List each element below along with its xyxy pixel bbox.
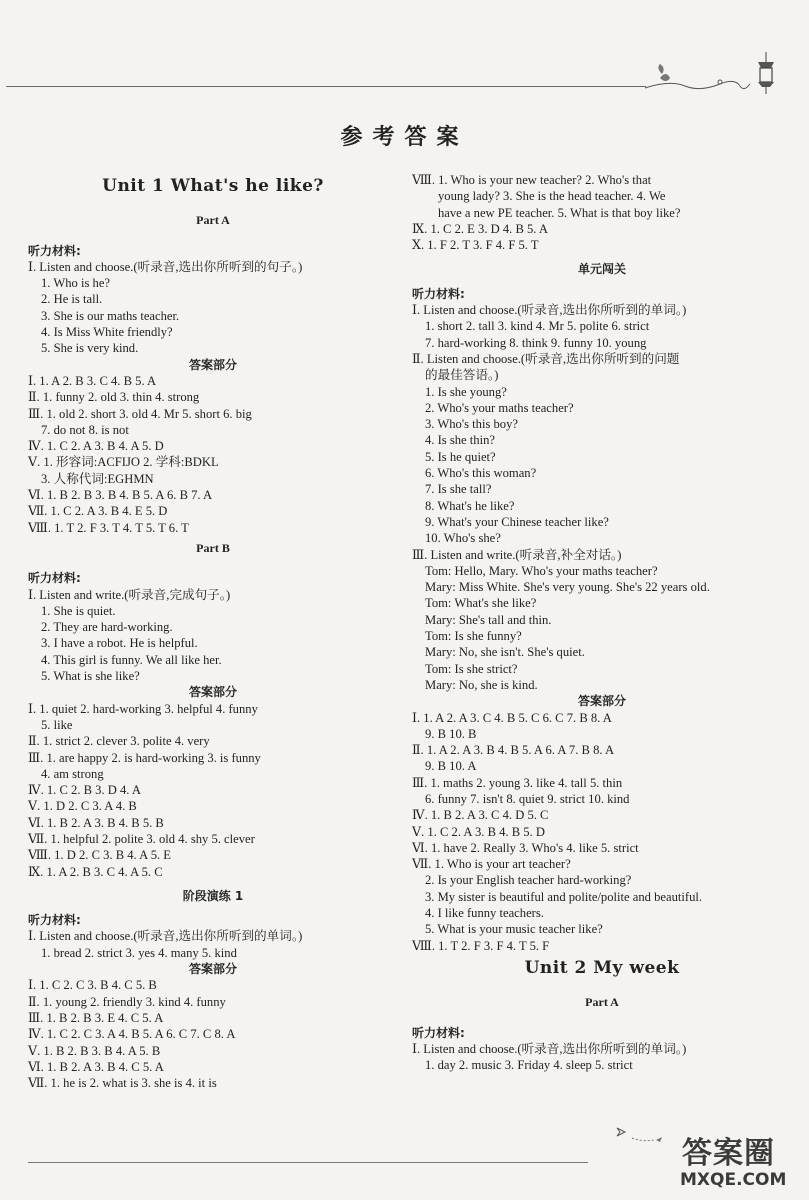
answer-line: Ⅴ. 1. 形容词:ACFIJO 2. 学科:BDKL [28, 455, 219, 470]
answer-line: 2. He is tall. [41, 292, 103, 307]
answer-line: 10. Who's she? [425, 531, 501, 546]
answer-line: 3. I have a robot. He is helpful. [41, 636, 198, 651]
section-label: 听力材料: [28, 243, 81, 258]
answer-line: 1. short 2. tall 3. kind 4. Mr 5. polite 6. strict [425, 319, 650, 334]
answer-line: Ⅰ. Listen and write.(听录音,完成句子。) [28, 587, 231, 602]
answer-line: Ⅳ. 1. C 2. A 3. B 4. A 5. D [28, 439, 164, 454]
answer-line: 4. I like funny teachers. [425, 906, 544, 921]
answer-line: Ⅱ. 1. funny 2. old 3. thin 4. strong [28, 390, 200, 405]
answer-line: 9. What's your Chinese teacher like? [425, 514, 609, 529]
answer-line: Ⅱ. 1. strict 2. clever 3. polite 4. very [28, 734, 210, 749]
answer-line: 7. do not 8. is not [41, 422, 129, 437]
footer-rule [28, 1162, 588, 1163]
answer-line: 4. This girl is funny. We all like her. [41, 652, 222, 667]
answer-line: Tom: Hello, Mary. Who's your maths teacher? [425, 563, 658, 578]
answer-line: Mary: Miss White. She's very young. She's 22 years old. [425, 580, 710, 595]
header-rule [6, 86, 646, 87]
answer-line: Ⅷ. 1. T 2. F 3. T 4. T 5. T 6. T [28, 520, 189, 535]
answer-line: Ⅴ. 1. C 2. A 3. B 4. B 5. D [412, 824, 545, 839]
section-label: 听力材料: [412, 1025, 465, 1040]
answer-line: have a new PE teacher. 5. What is that boy like? [438, 205, 681, 220]
answer-line: 7. hard-working 8. think 9. funny 10. young [425, 335, 647, 350]
answer-line: Ⅶ. 1. C 2. A 3. B 4. E 5. D [28, 504, 168, 519]
answer-line: Ⅷ. 1. T 2. F 3. F 4. T 5. F [412, 938, 550, 953]
subsection-heading: 阶段演练 1 [182, 888, 244, 903]
answer-line: Ⅵ. 1. B 2. A 3. B 4. C 5. A [28, 1059, 164, 1074]
answer-line: 1. day 2. music 3. Friday 4. sleep 5. strict [425, 1058, 633, 1073]
subsection-heading: 答案部分 [577, 694, 626, 709]
answer-line: Ⅲ. 1. maths 2. young 3. like 4. tall 5. thin [412, 775, 623, 790]
answer-line: Tom: Is she strict? [425, 661, 518, 676]
answer-line: 5. She is very kind. [41, 341, 139, 356]
answer-line: Ⅴ. 1. D 2. C 3. A 4. B [28, 799, 137, 814]
answer-line: Ⅸ. 1. C 2. E 3. D 4. B 5. A [412, 221, 548, 236]
answer-line: Ⅳ. 1. C 2. C 3. A 4. B 5. A 6. C 7. C 8. A [28, 1027, 236, 1042]
answer-line: Tom: Is she funny? [425, 629, 522, 644]
answer-line: Ⅰ. 1. A 2. B 3. C 4. B 5. A [28, 373, 157, 388]
answer-line: Ⅸ. 1. A 2. B 3. C 4. A 5. C [28, 864, 163, 879]
answer-line: Ⅵ. 1. have 2. Really 3. Who's 4. like 5. strict [412, 840, 639, 855]
answer-line: Ⅰ. 1. A 2. A 3. C 4. B 5. C 6. C 7. B 8. A [412, 710, 612, 725]
answer-line: Ⅰ. Listen and choose.(听录音,选出你所听到的单词。) [412, 1041, 687, 1056]
answer-line: 1. She is quiet. [41, 603, 116, 618]
answer-line: Ⅶ. 1. Who is your art teacher? [412, 857, 571, 872]
answer-line: 2. They are hard-working. [41, 620, 173, 635]
answer-line: 1. bread 2. strict 3. yes 4. many 5. kind [41, 945, 237, 960]
answer-line: Ⅰ. 1. C 2. C 3. B 4. C 5. B [28, 978, 157, 993]
answer-line: 5. Is he quiet? [425, 449, 496, 464]
answer-line: 8. What's he like? [425, 498, 515, 513]
answer-line: Ⅵ. 1. B 2. B 3. B 4. B 5. A 6. B 7. A [28, 488, 213, 503]
answer-line: 6. Who's this woman? [425, 466, 537, 481]
answer-line: Ⅳ. 1. B 2. A 3. C 4. D 5. C [412, 808, 549, 823]
answer-line: Ⅹ. 1. F 2. T 3. F 4. F 5. T [412, 238, 539, 253]
section-label: 听力材料: [412, 286, 465, 301]
part-heading: Part A [196, 213, 230, 228]
answer-line: 1. Who is he? [41, 276, 111, 291]
answer-line: 4. Is she thin? [425, 433, 495, 448]
section-label: 听力材料: [28, 913, 81, 928]
answer-line: Ⅱ. Listen and choose.(听录音,选出你所听到的问题 [412, 351, 680, 366]
answer-line: Tom: What's she like? [425, 596, 537, 611]
answer-line: 2. Who's your maths teacher? [425, 400, 574, 415]
lantern-ornament-icon [640, 48, 790, 98]
unit-heading: Unit 2 My week [524, 957, 680, 978]
section-label: 听力材料: [28, 571, 81, 586]
answer-line: Ⅰ. Listen and choose.(听录音,选出你所听到的单词。) [28, 929, 303, 944]
answer-line: 2. Is your English teacher hard-working? [425, 873, 632, 888]
subsection-heading: 答案部分 [188, 962, 237, 977]
answer-line: Mary: No, she is kind. [425, 677, 538, 692]
unit-heading: Unit 1 What's he like? [102, 176, 324, 196]
bird-ornament-icon [612, 1120, 672, 1150]
part-heading: Part A [585, 995, 619, 1010]
site-watermark [672, 1128, 804, 1194]
left-column [28, 172, 398, 1091]
subsection-heading: 答案部分 [188, 357, 237, 372]
answer-line: 1. Is she young? [425, 384, 507, 399]
subsection-heading: 单元闯关 [577, 262, 626, 277]
answer-line: Mary: She's tall and thin. [425, 612, 552, 627]
answer-line: Ⅲ. 1. B 2. B 3. E 4. C 5. A [28, 1010, 164, 1025]
answer-line: Ⅷ. 1. Who is your new teacher? 2. Who's that [412, 173, 652, 187]
right-column [412, 172, 792, 1073]
answer-line: 5. What is your music teacher like? [425, 922, 603, 937]
answer-line: Ⅲ. 1. old 2. short 3. old 4. Mr 5. short 6. big [28, 406, 252, 421]
answer-line: 的最佳答语。) [425, 368, 499, 383]
answer-line: 9. B 10. B [425, 726, 477, 741]
answer-line: Ⅱ. 1. young 2. friendly 3. kind 4. funny [28, 994, 226, 1009]
page-title: 参考答案 [340, 124, 469, 150]
answer-line: 6. funny 7. isn't 8. quiet 9. strict 10. kind [425, 791, 630, 806]
answer-line: Ⅶ. 1. helpful 2. polite 3. old 4. shy 5. clever [28, 831, 255, 846]
answer-line: Ⅵ. 1. B 2. A 3. B 4. B 5. B [28, 815, 164, 830]
answer-line: 3. Who's this boy? [425, 417, 518, 432]
answer-line: 7. Is she tall? [425, 482, 492, 497]
answer-line: 9. B 10. A [425, 759, 477, 774]
answer-line: Ⅷ. 1. D 2. C 3. B 4. A 5. E [28, 848, 171, 863]
answer-line: Ⅰ. Listen and choose.(听录音,选出你所听到的单词。) [412, 303, 687, 318]
answer-line: Ⅰ. 1. quiet 2. hard-working 3. helpful 4. funny [28, 701, 258, 716]
subsection-heading: 答案部分 [188, 685, 237, 700]
answer-line: Ⅶ. 1. he is 2. what is 3. she is 4. it is [28, 1076, 217, 1091]
answer-line: Ⅲ. 1. are happy 2. is hard-working 3. is funny [28, 750, 261, 765]
answer-line: 3. She is our maths teacher. [41, 308, 180, 323]
watermark-url: MXQE.COM [680, 1170, 787, 1190]
answer-line: 4. am strong [41, 766, 104, 781]
answer-line: 5. What is she like? [41, 669, 140, 684]
answer-line: young lady? 3. She is the head teacher. 4. We [438, 189, 666, 204]
answer-line: Ⅲ. Listen and write.(听录音,补全对话。) [412, 547, 622, 562]
answer-line: 4. Is Miss White friendly? [41, 325, 173, 340]
answer-line: 5. like [41, 717, 73, 732]
answer-line: Ⅱ. 1. A 2. A 3. B 4. B 5. A 6. A 7. B 8. A [412, 743, 615, 758]
answer-line: Ⅳ. 1. C 2. B 3. D 4. A [28, 783, 141, 798]
answer-line: Ⅴ. 1. B 2. B 3. B 4. A 5. B [28, 1043, 161, 1058]
answer-line: Mary: No, she isn't. She's quiet. [425, 645, 585, 660]
part-heading: Part B [196, 540, 230, 555]
watermark-logo: 答案圈 [682, 1136, 775, 1171]
answer-line: 3. 人称代词:EGHMN [41, 471, 154, 486]
answer-line: 3. My sister is beautiful and polite/polite and beautiful. [425, 889, 703, 904]
answer-line: Ⅰ. Listen and choose.(听录音,选出你所听到的句子。) [28, 259, 303, 274]
